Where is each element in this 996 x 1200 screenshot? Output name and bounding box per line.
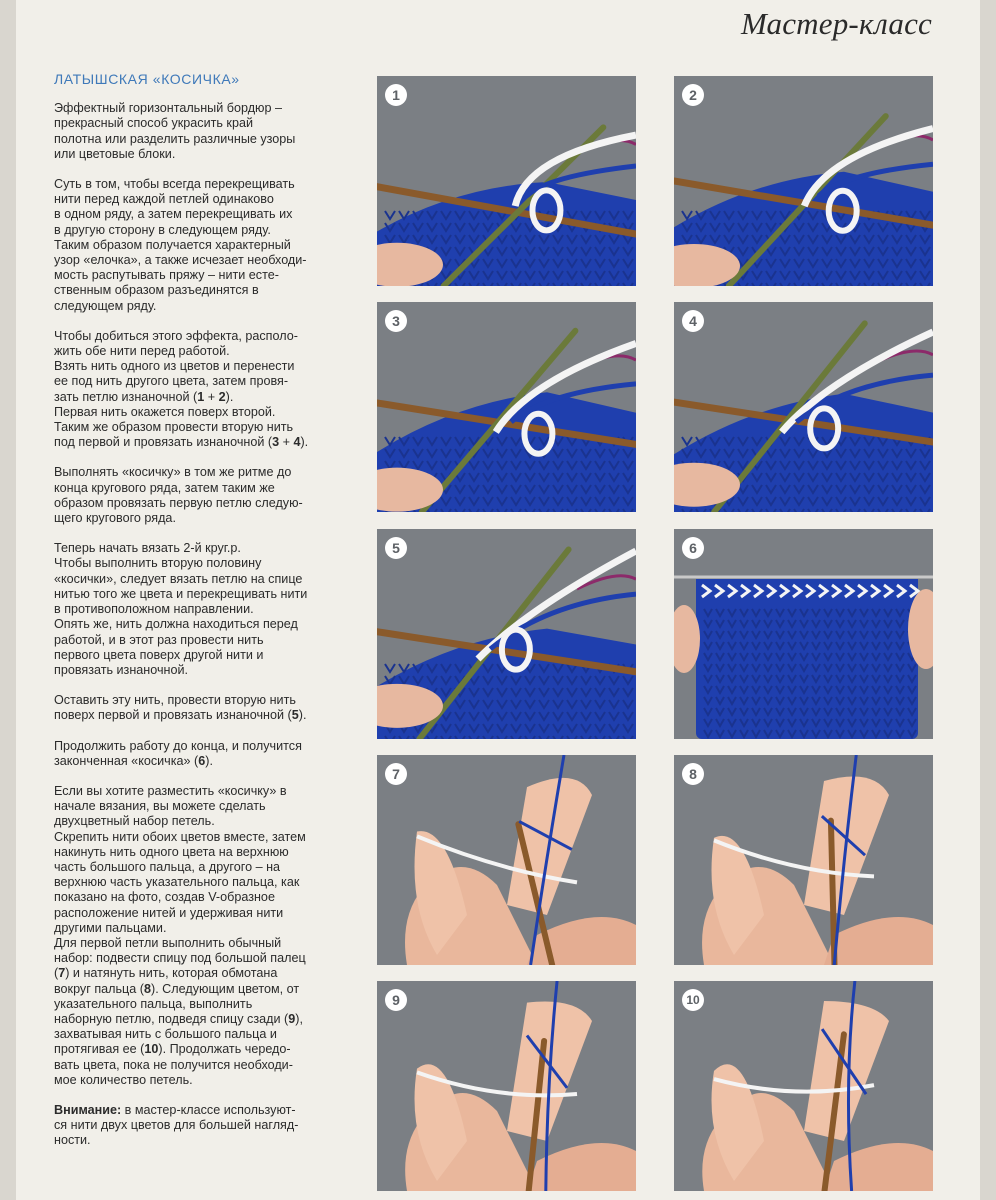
text-line: следующем ряду. [54,298,157,313]
text-line: захватывая нить с большого пальца и [54,1027,277,1042]
article-paragraph [54,177,344,314]
text-line: вокруг пальца (8). Следующим цветом, от [54,981,300,996]
step-illustration [377,755,636,965]
step-photo-7 [377,755,636,965]
text-line: образом провязать первую петлю следую- [54,495,303,510]
step-number-badge: 1 [385,84,407,106]
text-line: «косички», следует вязать петлю на спице [54,571,303,586]
text-line: Выполнять «косичку» в том же ритме до [54,465,292,480]
text-line: законченная «косичка» (6). [54,753,213,768]
text-line: набор: подвести спицу под большой палец [54,951,306,966]
text-line: наборную петлю, подведя спицу сзади (9), [54,1011,303,1026]
step-illustration [377,529,636,739]
step-illustration [377,76,636,286]
text-line: Скрепить нити обоих цветов вместе, затем [54,829,306,844]
text-line: ности. [54,1133,91,1148]
text-line: указательного пальца, выполнить [54,996,253,1011]
step-number-badge: 8 [682,763,704,785]
step-illustration [674,76,933,286]
text-line: мое количество петель. [54,1072,193,1087]
text-line: Суть в том, чтобы всегда перекрещивать [54,177,295,192]
text-line: протягивая ее (10). Продолжать чередо- [54,1042,291,1057]
article-paragraph [54,329,344,451]
article-column [54,72,344,1164]
text-line: (7) и натянуть нить, которая обмотана [54,966,278,981]
step-photo-3 [377,302,636,512]
text-line: Таким же образом провести вторую нить [54,420,294,435]
text-line: в противоположном направлении. [54,602,254,617]
text-line: Взять нить одного из цветов и перенести [54,359,295,374]
article-paragraph [54,739,344,769]
text-line: верхнюю часть указательного пальца, как [54,875,300,890]
text-line: накинуть нить одного цвета на верхнюю [54,844,289,859]
step-photo-6 [674,529,933,739]
text-line: нитью того же цвета и перекрещивать нити [54,586,308,601]
article-paragraph [54,541,344,678]
text-line: Теперь начать вязать 2-й круг.р. [54,541,241,556]
text-line: жить обе нити перед работой. [54,344,230,359]
step-photo-8 [674,755,933,965]
text-line: первого цвета поверх другой нити и [54,647,264,662]
text-line: поверх первой и провязать изнаночной (5). [54,708,307,723]
article-paragraph [54,101,344,162]
step-number-badge: 5 [385,537,407,559]
text-line: работой, и в этот раз провести нить [54,632,264,647]
step-number-badge: 7 [385,763,407,785]
text-line: зать петлю изнаночной (1 + 2). [54,389,234,404]
text-line: прекрасный способ украсить край [54,116,253,131]
text-line: Внимание: в мастер-классе используют- [54,1102,296,1117]
article-paragraph [54,1103,344,1149]
step-photo-10 [674,981,933,1191]
step-illustration [674,529,933,739]
text-line: Для первой петли выполнить обычный [54,935,282,950]
text-line: мость распутывать пряжу – нити есте- [54,268,279,283]
step-illustration [377,302,636,512]
step-number-badge: 3 [385,310,407,332]
article-paragraph [54,784,344,1088]
text-line: начале вязания, вы можете сделать [54,799,266,814]
text-line: другими пальцами. [54,920,167,935]
text-line: Опять же, нить должна находиться перед [54,617,298,632]
text-line: нити перед каждой петлей одинаково [54,192,274,207]
text-line: Эффектный горизонтальный бордюр – [54,101,283,116]
step-photo-1 [377,76,636,286]
step-number-badge: 9 [385,989,407,1011]
text-line: полотна или разделить различные узоры [54,131,296,146]
section-title: Мастер-класс [740,6,932,41]
text-line: или цветовые блоки. [54,146,176,161]
text-line: Первая нить окажется поверх второй. [54,404,276,419]
text-line: провязать изнаночной. [54,662,189,677]
text-line: в другую сторону в следующем ряду. [54,222,271,237]
text-line: ственным образом разъединятся в [54,283,259,298]
text-line: вать цвета, пока не получится необходи- [54,1057,293,1072]
text-line: ся нити двух цветов для большей нагляд- [54,1118,299,1133]
step-number-badge: 10 [682,989,704,1011]
text-line: под первой и провязать изнаночной (3 + 4). [54,435,309,450]
step-photo-9 [377,981,636,1191]
text-line: Продолжить работу до конца, и получится [54,738,302,753]
text-line: Таким образом получается характерный [54,237,291,252]
text-line: двухцветный набор петель. [54,814,215,829]
step-illustration [674,302,933,512]
step-photo-5 [377,529,636,739]
text-line: Если вы хотите разместить «косичку» в [54,783,287,798]
step-photo-4 [674,302,933,512]
text-line: Чтобы добиться этого эффекта, располо- [54,328,298,343]
text-line: ее под нить другого цвета, затем провя- [54,374,289,389]
article-title: ЛАТЫШСКАЯ «КОСИЧКА» [54,71,240,87]
text-line: в одном ряду, а затем перекрещивать их [54,207,293,222]
article-paragraph [54,465,344,526]
text-line: узор «елочка», а также исчезает необходи- [54,253,307,268]
text-line: Оставить эту нить, провести вторую нить [54,693,296,708]
article-paragraph [54,693,344,723]
step-illustration [674,981,933,1191]
step-number-badge: 2 [682,84,704,106]
text-line: конца кругового ряда, затем таким же [54,480,275,495]
text-line: показано на фото, создав V-образное [54,890,275,905]
magazine-page [16,0,980,1200]
text-line: расположение нитей и удерживая нити [54,905,284,920]
text-line: щего кругового ряда. [54,511,176,526]
text-line: часть большого пальца, а другого – на [54,859,281,874]
step-illustration [377,981,636,1191]
step-number-badge: 4 [682,310,704,332]
text-line: Чтобы выполнить вторую половину [54,556,262,571]
step-photo-2 [674,76,933,286]
step-illustration [674,755,933,965]
step-number-badge: 6 [682,537,704,559]
